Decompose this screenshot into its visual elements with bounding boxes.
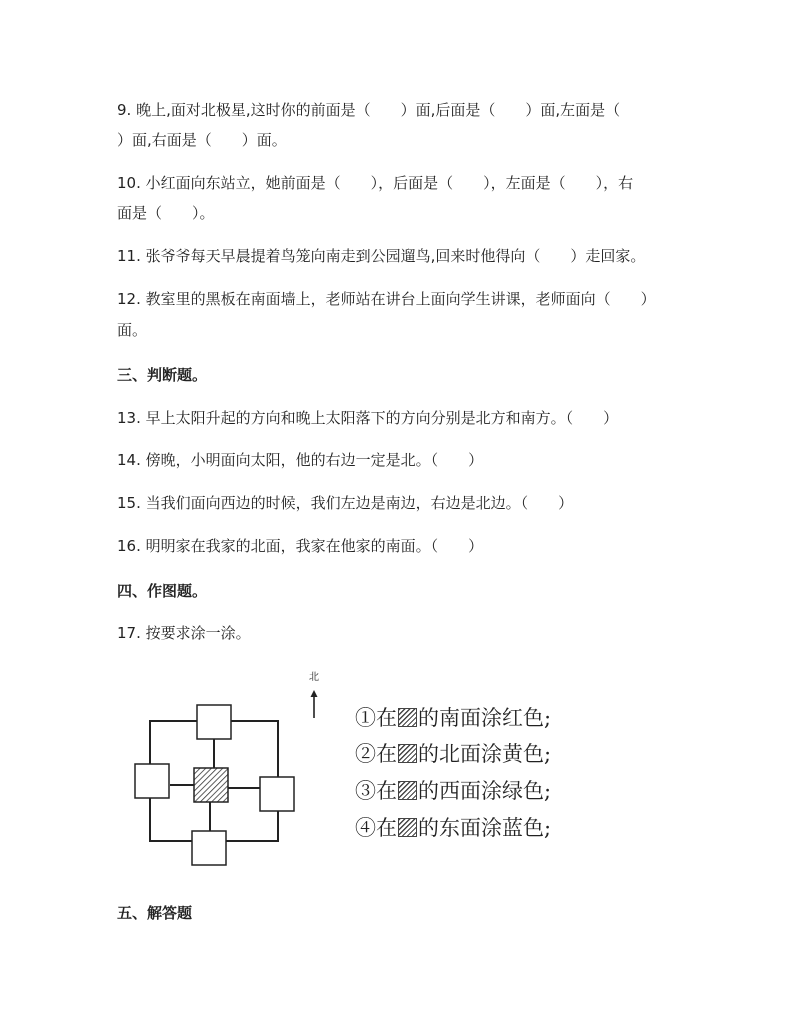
- question-10-line-2: 面是（ ）。: [117, 204, 215, 222]
- instruction-3-suffix: 的西面涂绿色;: [418, 779, 552, 803]
- instruction-1-prefix: ①在: [355, 706, 397, 730]
- section-4-heading: 四、作图题。: [117, 582, 208, 600]
- question-12-line-2: 面。: [117, 321, 148, 339]
- question-12-line-1: 12. 教室里的黑板在南面墙上，老师站在讲台上面向学生讲课，老师面向（ ）: [117, 290, 656, 308]
- section-5-heading: 五、解答题: [117, 904, 193, 922]
- question-10-line-1: 10. 小红面向东站立，她前面是（ ），后面是（ ），左面是（ ），右: [117, 174, 634, 192]
- hatched-square-icon: [398, 708, 417, 727]
- section-3-heading: 三、判断题。: [117, 366, 208, 384]
- right-square: [260, 777, 294, 811]
- hatched-square-icon: [398, 744, 417, 763]
- instruction-1: [355, 704, 551, 732]
- question-16: 16. 明明家在我家的北面，我家在他家的南面。（ ）: [117, 537, 484, 555]
- question-9-line-2: ）面,右面是（ ）面。: [117, 131, 287, 149]
- left-square: [135, 764, 169, 798]
- north-arrow-icon: [308, 690, 320, 720]
- bottom-square: [192, 831, 226, 865]
- center-hatched-square: [194, 768, 228, 802]
- question-9-line-1: 9. 晚上,面对北极星,这时你的前面是（ ）面,后面是（ ）面,左面是（: [117, 101, 621, 119]
- instruction-1-suffix: 的南面涂红色;: [418, 706, 552, 730]
- hatched-square-icon: [398, 781, 417, 800]
- instruction-4-prefix: ④在: [355, 816, 397, 840]
- question-17: 17. 按要求涂一涂。: [117, 624, 251, 642]
- north-label: 北: [309, 672, 319, 683]
- instruction-3: [355, 777, 551, 805]
- instruction-2: [355, 740, 551, 768]
- question-13: 13. 早上太阳升起的方向和晚上太阳落下的方向分别是北方和南方。（ ）: [117, 409, 619, 427]
- question-14: 14. 傍晚，小明面向太阳，他的右边一定是北。（ ）: [117, 451, 484, 469]
- instruction-4-suffix: 的东面涂蓝色;: [418, 816, 552, 840]
- question-11: 11. 张爷爷每天早晨提着鸟笼向南走到公园遛鸟,回来时他得向（ ）走回家。: [117, 247, 646, 265]
- instruction-2-suffix: 的北面涂黄色;: [418, 742, 552, 766]
- hatched-square-icon: [398, 818, 417, 837]
- question-15: 15. 当我们面向西边的时候，我们左边是南边，右边是北边。（ ）: [117, 494, 574, 512]
- direction-grid-figure: [130, 668, 330, 873]
- instruction-4: [355, 814, 551, 842]
- top-square: [197, 705, 231, 739]
- instruction-3-prefix: ③在: [355, 779, 397, 803]
- instruction-2-prefix: ②在: [355, 742, 397, 766]
